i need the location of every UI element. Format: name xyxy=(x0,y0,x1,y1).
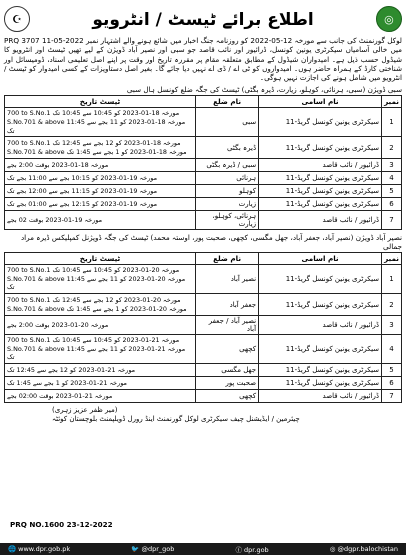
intro-paragraph: لوکل گورنمنٹ کی جانب سے مورخہ 12-05-2022 کو روزنامہ جنگ اخبار میں شائع ہونے والے اشتہار نمبر PRQ 3707 11-05-2022 میں خالی آسامیاں سیکرٹری یونین کونسل، ڈرائیور اور نائب قاصد جو سبی اور نصیر آباد ڈویژن کے لیے تھیں ٹیسٹ اور انٹرویو کا شیڈول حسب ذیل ہے۔ امیدواران شیڈول کے مطابق متعلقہ مقام پر مقررہ تاریخ اور وقت پر اپنے اصل تعلیمی اسناد، ڈومیسائل اور شناختی کارڈ کے ہمراہ حاضر ہوں۔ امیدواروں کو ٹی اے / ڈی اے نہیں دیا جائے گا۔ بغیر اصل دستاویزات کے کسی امیدوار کو ٹیسٹ / انٹرویو میں شامل ہونے کی اجازت نہیں ہوگی۔ xyxy=(4,36,402,83)
table-row xyxy=(5,294,402,316)
col-date: ٹیسٹ تاریخ xyxy=(5,253,196,265)
cell-place: نصیر آباد / جعفر آباد xyxy=(196,316,259,335)
cell-place: نصیر آباد xyxy=(196,265,259,294)
table-row xyxy=(5,363,402,376)
table-row xyxy=(5,211,402,230)
cell-place: ہرنائی، کوہلو، زیارت xyxy=(196,211,259,230)
cell-num: 7 xyxy=(382,389,402,402)
cell-post: سیکرٹری یونین کونسل گریڈ-11 xyxy=(259,137,382,159)
table-row xyxy=(5,376,402,389)
cell-post: ڈرائیور / نائب قاصد xyxy=(259,316,382,335)
col-post: نام اسامی xyxy=(259,96,382,108)
cell-post: سیکرٹری یونین کونسل گریڈ-11 xyxy=(259,376,382,389)
nasirabad-schedule-table xyxy=(4,252,402,403)
cell-place: کوہلو xyxy=(196,185,259,198)
cell-post: سیکرٹری یونین کونسل گریڈ-11 xyxy=(259,108,382,137)
cell-place: سبی xyxy=(196,108,259,137)
cell-date: 700 to S.No.1 مورخہ 18-01-2023 کو 12 بجے سے 12:45 تک S.No.701 & above مورخہ 18-01-2023 کو 1 بجے سے 1:45 تک xyxy=(5,137,196,159)
cell-num: 2 xyxy=(382,137,402,159)
cell-place: سبی / ڈیرہ بگٹی xyxy=(196,159,259,172)
cell-place: ہرنائی xyxy=(196,172,259,185)
col-num: نمبر xyxy=(382,96,402,108)
signatory-name: (میر ظفر عزیز زہری) xyxy=(52,405,118,414)
table-row xyxy=(5,198,402,211)
cell-place: جھل مگسی xyxy=(196,363,259,376)
table-row xyxy=(5,137,402,159)
cell-num: 5 xyxy=(382,185,402,198)
cell-post: سیکرٹری یونین کونسل گریڈ-11 xyxy=(259,335,382,364)
footer-facebook[interactable]: ⓕ dpr.gob xyxy=(235,545,269,554)
cell-date: 700 to S.No.1 مورخہ 20-01-2023 کو 12 بجے سے 12:45 تک S.No.701 & above مورخہ 20-01-2023 کو 1 بجے سے 1:45 تک xyxy=(5,294,196,316)
cell-date: مورخہ 21-01-2023 کو 1 بجے سے 1:45 تک xyxy=(5,376,196,389)
page-title: اطلاع برائے ٹیسٹ / انٹرویو xyxy=(92,9,314,30)
col-date: ٹیسٹ تاریخ xyxy=(5,96,196,108)
cell-num: 2 xyxy=(382,294,402,316)
sibi-schedule-table xyxy=(4,95,402,230)
cell-place: کچھی xyxy=(196,389,259,402)
cell-place: جعفر آباد xyxy=(196,294,259,316)
cell-post: سیکرٹری یونین کونسل گریڈ-11 xyxy=(259,198,382,211)
cell-num: 6 xyxy=(382,198,402,211)
cell-post: سیکرٹری یونین کونسل گریڈ-11 xyxy=(259,363,382,376)
cell-date: مورخہ 21-01-2023 کو 12 بجے سے 12:45 تک xyxy=(5,363,196,376)
cell-date: مورخہ 19-01-2023 کو 10:15 بجے سے 11:00 بجے تک xyxy=(5,172,196,185)
cell-date: 700 to S.No.1 مورخہ 18-01-2023 کو 10:45 سے 10:45 تک S.No.701 & above مورخہ 18-01-2023 کو 11 بجے سے 11:45 تک xyxy=(5,108,196,137)
cell-date: مورخہ 18-01-2023 بوقت 2:00 بجے xyxy=(5,159,196,172)
cell-post: سیکرٹری یونین کونسل گریڈ-11 xyxy=(259,294,382,316)
table-row xyxy=(5,335,402,364)
cell-date: 700 to S.No.1 مورخہ 20-01-2023 کو 10:45 سے 10:45 تک S.No.701 & above مورخہ 20-01-2023 کو 11 بجے سے 11:45 تک xyxy=(5,265,196,294)
cell-num: 3 xyxy=(382,159,402,172)
col-num: نمبر xyxy=(382,253,402,265)
cell-place: صحبت پور xyxy=(196,376,259,389)
table-row xyxy=(5,185,402,198)
cell-num: 5 xyxy=(382,363,402,376)
table-row xyxy=(5,265,402,294)
department-logo-icon: ◎ xyxy=(376,6,402,32)
cell-post: سیکرٹری یونین کونسل گریڈ-11 xyxy=(259,172,382,185)
footer-twitter[interactable]: 🐦 @dpr_gob xyxy=(131,545,175,553)
footer-bar xyxy=(0,543,406,555)
cell-date: مورخہ 20-01-2023 بوقت 2:00 بجے xyxy=(5,316,196,335)
cell-num: 7 xyxy=(382,211,402,230)
table-row xyxy=(5,159,402,172)
cell-date: مورخہ 19-01-2023 کو 11:15 بجے سے 12:00 بجے تک xyxy=(5,185,196,198)
cell-date: مورخہ 21-01-2023 بوقت 02:00 بجے xyxy=(5,389,196,402)
col-place: نام ضلع xyxy=(196,253,259,265)
table-row xyxy=(5,108,402,137)
sibi-division-heading: سبی ڈویژن (سبی، ہرنائی، کوہلو، زیارت، ڈیرہ بگٹی) ٹیسٹ کی جگہ ضلع کونسل ہال سبی xyxy=(126,85,402,95)
table-row xyxy=(5,172,402,185)
footer-instagram[interactable]: ◎ @dgpr.balochistan xyxy=(329,545,398,553)
table-row xyxy=(5,389,402,402)
cell-num: 4 xyxy=(382,172,402,185)
cell-place: زیارت xyxy=(196,198,259,211)
signatory-designation: چیئرمین / ایڈیشنل چیف سیکرٹری لوکل گورنمنٹ اینڈ رورل ڈویلپمنٹ بلوچستان کوئٹہ xyxy=(52,414,300,423)
cell-num: 1 xyxy=(382,265,402,294)
govt-emblem-icon: ☪ xyxy=(4,6,30,32)
footer-website[interactable]: 🌐 www.dpr.gob.pk xyxy=(8,545,71,553)
cell-post: ڈرائیور / نائب قاصد xyxy=(259,159,382,172)
cell-num: 4 xyxy=(382,335,402,364)
nasirabad-division-heading: نصیر آباد ڈویژن (نصیر آباد، جعفر آباد، جھل مگسی، کچھی، صحبت پور، اوستہ محمد) ٹیسٹ کی جگہ ڈویژنل کمپلیکس ڈیرہ مراد جمالی xyxy=(20,233,402,252)
cell-post: سیکرٹری یونین کونسل گریڈ-11 xyxy=(259,185,382,198)
cell-date: 700 to S.No.1 مورخہ 21-01-2023 کو 10:45 سے 10:45 تک S.No.701 & above مورخہ 21-01-2023 کو 11 بجے سے 11:45 تک xyxy=(5,335,196,364)
cell-place: ڈیرہ بگٹی xyxy=(196,137,259,159)
col-place: نام ضلع xyxy=(196,96,259,108)
cell-date: مورخہ 19-01-2023 کو 12:15 بجے سے 01:00 بجے تک xyxy=(5,198,196,211)
cell-post: ڈرائیور / نائب قاصد xyxy=(259,211,382,230)
cell-num: 1 xyxy=(382,108,402,137)
cell-date: مورخہ 19-01-2023 بوقت 02 بجے xyxy=(5,211,196,230)
cell-place: کچھی xyxy=(196,335,259,364)
cell-post: ڈرائیور / نائب قاصد xyxy=(259,389,382,402)
prq-number: PRQ NO.1600 23-12-2022 xyxy=(10,520,113,529)
signature-block xyxy=(4,406,402,424)
header xyxy=(4,4,402,34)
col-post: نام اسامی xyxy=(259,253,382,265)
cell-num: 6 xyxy=(382,376,402,389)
table-row xyxy=(5,316,402,335)
cell-post: سیکرٹری یونین کونسل گریڈ-11 xyxy=(259,265,382,294)
cell-num: 3 xyxy=(382,316,402,335)
